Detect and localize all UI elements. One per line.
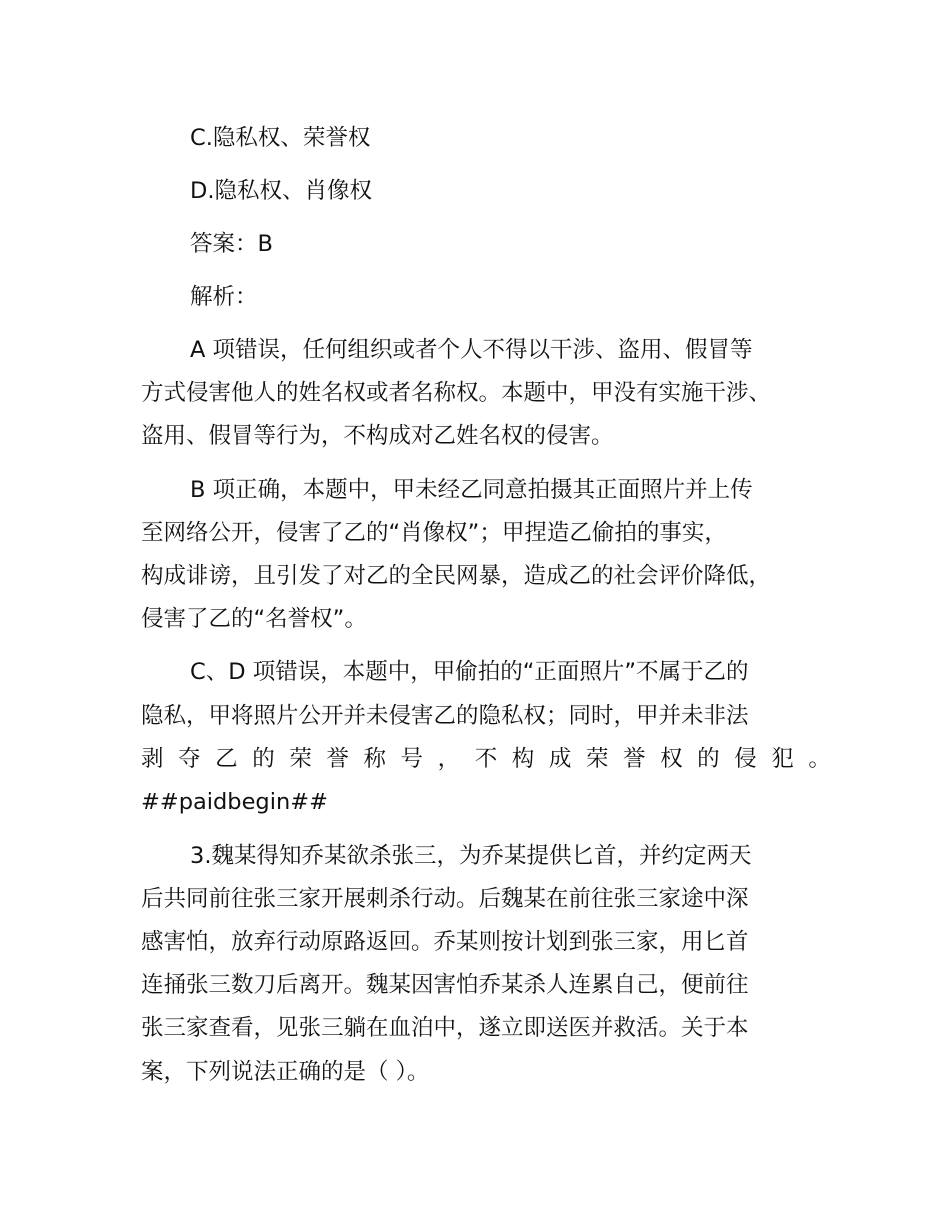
justified-char: 剥 [141,746,164,772]
answer-line: 答案：B [190,231,273,257]
justified-char: 誉 [326,746,349,772]
analysis-label: 解析： [190,284,258,310]
justified-char: 夺 [178,746,201,772]
justified-char: 权 [660,746,683,772]
justified-char: 誉 [623,746,646,772]
question-3-line: 后共同前往张三家开展刺杀行动。后魏某在前往张三家途中深 [141,886,749,912]
question-3-line: 感害怕，放弃行动原路返回。乔某则按计划到张三家，用匕首 [141,929,749,955]
para-a-line: 盗用、假冒等行为，不构成对乙姓名权的侵害。 [141,423,614,449]
para-cd-line: C、D 项错误，本题中，甲偷拍的“正面照片”不属于乙的 [190,659,749,685]
justified-char: 。 [808,746,831,772]
justified-char: 乙 [215,746,238,772]
para-a-line: 方式侵害他人的姓名权或者名称权。本题中，甲没有实施干涉、 [141,380,772,406]
para-b-line: 侵害了乙的“名誉权”。 [141,606,367,632]
question-3-line: 张三家查看，见张三躺在血泊中，遂立即送医并救活。关于本 [141,1015,749,1041]
justified-char: 荣 [585,746,609,772]
para-cd-justified-line [141,743,831,775]
justified-char: 的 [252,746,275,772]
question-3-line: 案，下列说法正确的是（ ）。 [141,1059,430,1085]
justified-char: 称 [363,746,386,772]
justified-char: 犯 [771,746,794,772]
question-3-line: 连捅张三数刀后离开。魏某因害怕乔某杀人连累自己，便前往 [141,972,749,998]
justified-char: 构 [511,746,535,772]
para-a-line: A 项错误，任何组织或者个人不得以干涉、盗用、假冒等 [190,337,753,363]
option-c: C.隐私权、荣誉权 [190,125,371,151]
question-3-line: 3.魏某得知乔某欲杀张三，为乔某提供匕首，并约定两天 [190,843,752,869]
justified-char: 侵 [734,746,757,772]
para-cd-line: 隐私，甲将照片公开并未侵害乙的隐私权；同时，甲并未非法 [141,703,749,729]
option-d: D.隐私权、肖像权 [190,178,372,204]
para-b-line: 构成诽谤，且引发了对乙的全民网暴，造成乙的社会评价降低， [141,563,772,589]
justified-char: 荣 [289,746,312,772]
justified-char: 成 [548,746,572,772]
justified-char: 不 [474,746,498,772]
justified-char: ， [437,746,461,772]
paid-begin-marker: ##paidbegin## [141,789,328,815]
justified-char: 的 [697,746,720,772]
para-b-line: 至网络公开，侵害了乙的“肖像权”；甲捏造乙偷拍的事实， [141,520,727,546]
justified-char: 号 [400,746,424,772]
para-b-line: B 项正确，本题中，甲未经乙同意拍摄其正面照片并上传 [190,477,753,503]
